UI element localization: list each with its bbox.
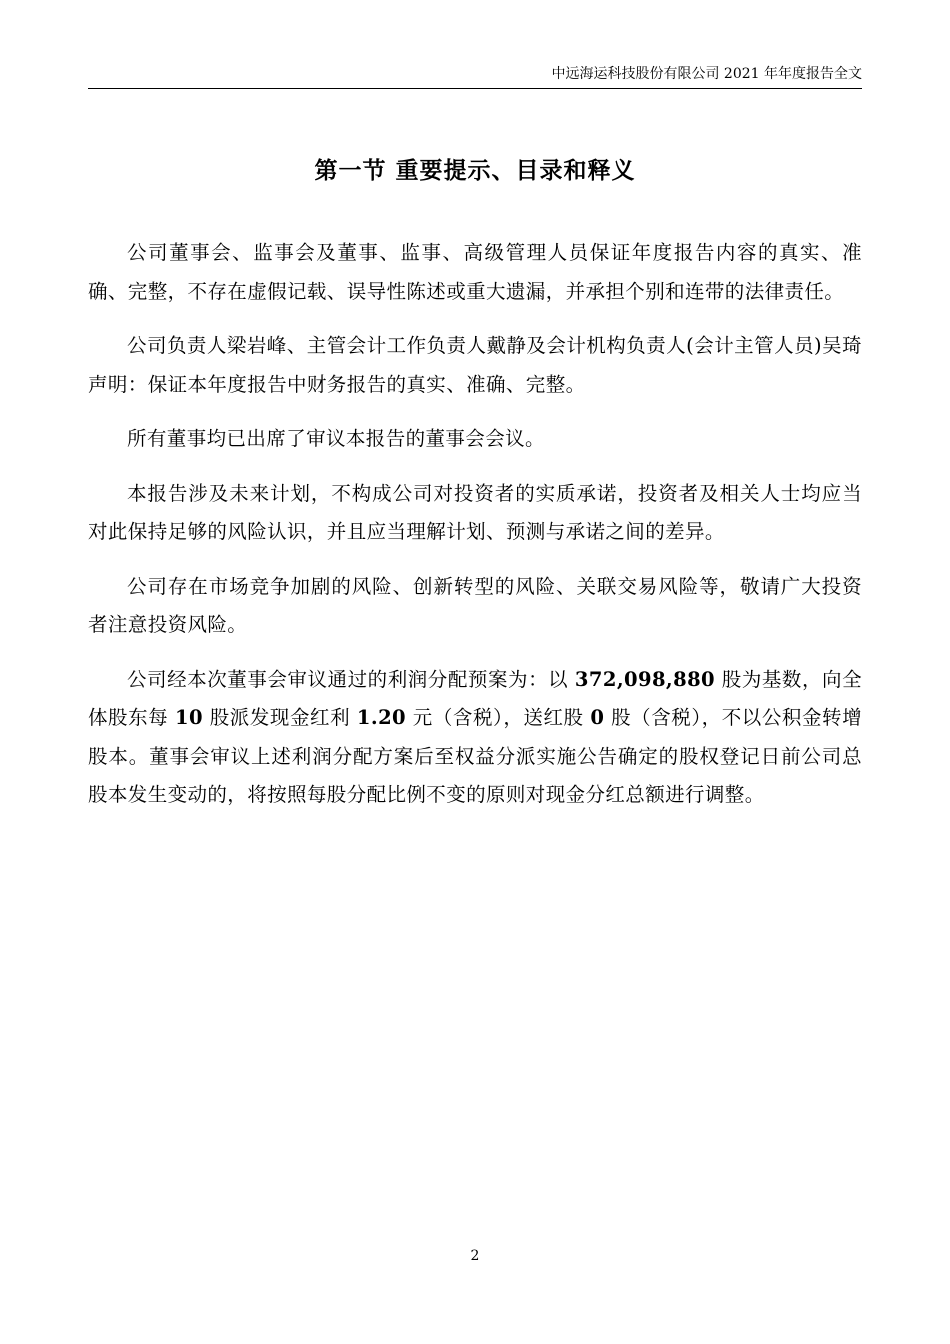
bonus-shares-value: 0 bbox=[590, 706, 605, 729]
page-header bbox=[88, 62, 862, 89]
section-title: 第一节 重要提示、目录和释义 bbox=[314, 158, 636, 184]
body-text bbox=[88, 234, 862, 831]
paragraph-board-guarantee: 公司董事会、监事会及董事、监事、高级管理人员保证年度报告内容的真实、准确、完整，不存在虚假记载、误导性陈述或重大遗漏，并承担个别和连带的法律责任。 bbox=[88, 241, 862, 303]
text-segment: 股（含税），不以公积金转增股本。董事会审议上述利润分配方案后至权益分派实施公告确定的股权登记日前公司总股本发生变动的，将按照每股分配比例不变的原则对现金分红总额进行调整。 bbox=[88, 706, 862, 806]
share-base-value: 372,098,880 bbox=[574, 667, 716, 691]
text-segment: 公司经本次董事会审议通过的利润分配预案为：以 bbox=[127, 667, 575, 691]
page-number: 2 bbox=[470, 1248, 480, 1264]
running-title: 中远海运科技股份有限公司 2021 年年度报告全文 bbox=[551, 66, 862, 82]
text-segment: 股为基数，向全体股东每 bbox=[88, 667, 862, 729]
per-shares-value: 10 bbox=[175, 706, 203, 729]
paragraph-forward-looking: 本报告涉及未来计划，不构成公司对投资者的实质承诺，投资者及相关人士均应当对此保持足够的风险认识，并且应当理解计划、预测与承诺之间的差异。 bbox=[88, 481, 862, 543]
paragraph-risk-notice: 公司存在市场竞争加剧的风险、创新转型的风险、关联交易风险等，敬请广大投资者注意投资风险。 bbox=[88, 574, 862, 636]
paragraph-financial-statement: 公司负责人梁岩峰、主管会计工作负责人戴静及会计机构负责人(会计主管人员)吴琦声明：保证本年度报告中财务报告的真实、准确、完整。 bbox=[88, 334, 862, 396]
text-segment: 元（含税），送红股 bbox=[406, 706, 591, 729]
paragraph-profit-distribution bbox=[88, 661, 862, 815]
paragraph-director-attendance: 所有董事均已出席了审议本报告的董事会会议。 bbox=[127, 427, 545, 450]
text-segment: 股派发现金红利 bbox=[202, 706, 357, 729]
cash-dividend-value: 1.20 bbox=[356, 706, 407, 729]
